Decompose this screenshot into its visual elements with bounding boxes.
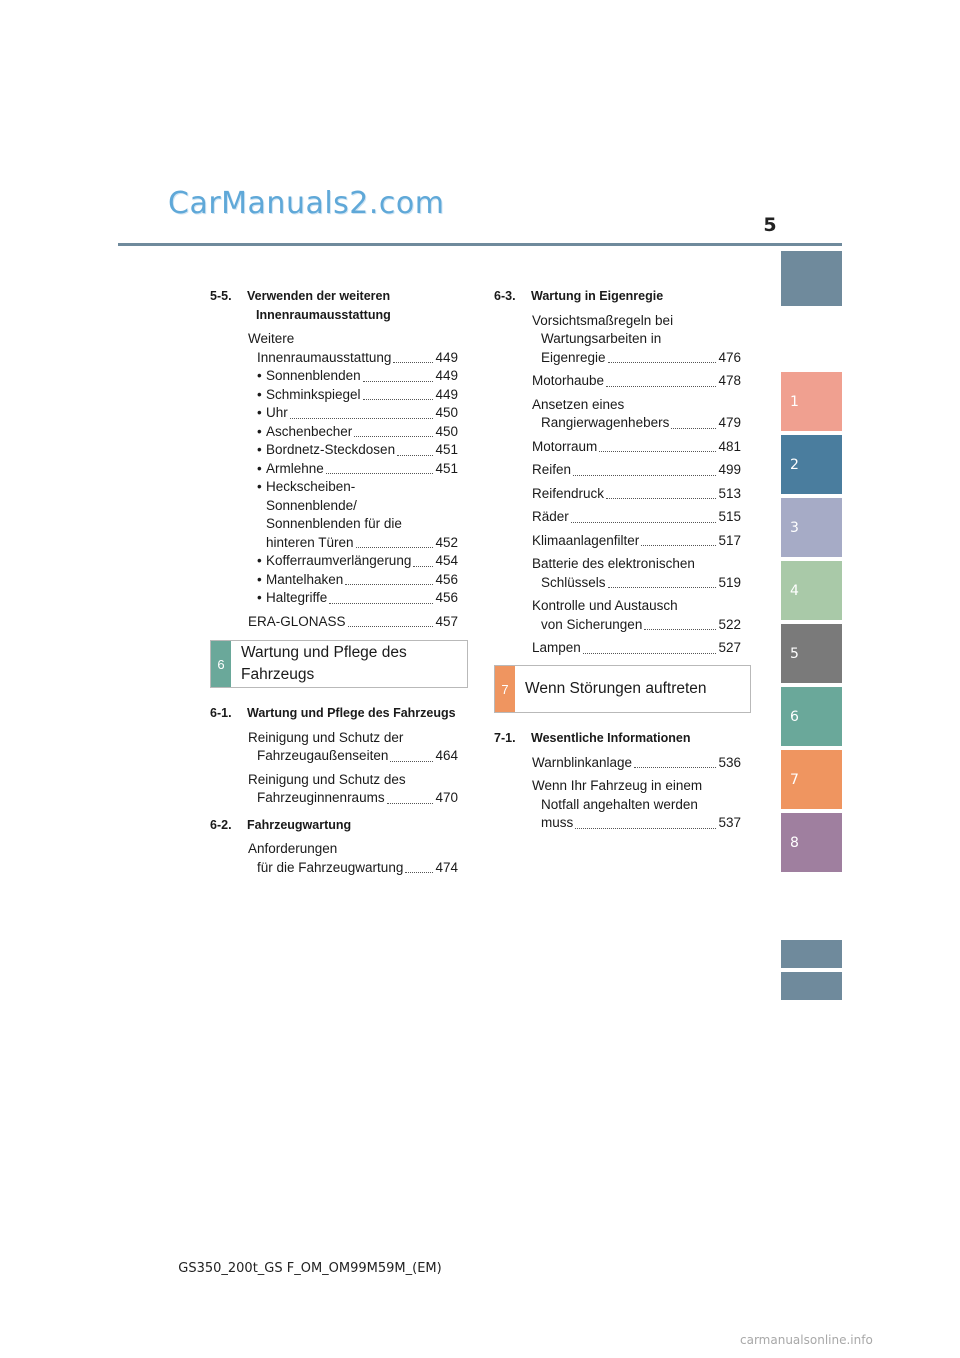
- entry-text: Reinigung und Schutz der: [248, 729, 404, 745]
- entry-title: von Sicherungen: [541, 616, 643, 632]
- dot-leader: [634, 767, 716, 768]
- toc-entry[interactable]: [494, 349, 741, 368]
- entry-text: Aschenbecher: [266, 423, 353, 439]
- entry-page: 450: [435, 423, 458, 439]
- toc-entry[interactable]: [210, 613, 458, 632]
- section-title: Verwenden der weiteren: [247, 289, 391, 303]
- dot-leader: [571, 522, 717, 523]
- entry-page: 449: [435, 349, 458, 365]
- entry-page: 536: [718, 754, 741, 770]
- section-title: Fahrzeugwartung: [247, 817, 352, 832]
- entry-text: Mantelhaken: [266, 571, 344, 587]
- tab-label: 7: [790, 771, 799, 788]
- tab-blank-top[interactable]: [781, 251, 842, 306]
- toc-entry[interactable]: [210, 460, 458, 479]
- tab-label: 3: [790, 519, 799, 536]
- entry-text: Sonnenblende/: [266, 497, 357, 513]
- bullet-icon: •: [257, 460, 262, 476]
- section-6-1[interactable]: [210, 704, 458, 723]
- entry-page: 517: [718, 532, 741, 548]
- toc-entry[interactable]: [210, 367, 458, 386]
- entry-text: Uhr: [266, 405, 288, 420]
- toc-entry[interactable]: [494, 461, 741, 480]
- tab-chapter-7[interactable]: [781, 750, 842, 809]
- section-title: Wartung und Pflege des Fahrzeugs: [247, 706, 456, 720]
- entry-text: Haltegriffe: [266, 590, 328, 605]
- dot-leader: [356, 547, 434, 548]
- entry-text: Kontrolle und Austausch: [532, 598, 678, 613]
- dot-leader: [393, 362, 433, 363]
- toc-entry[interactable]: [210, 441, 458, 460]
- dot-leader: [599, 451, 716, 452]
- entry-page: 479: [718, 415, 741, 430]
- dot-leader: [363, 399, 434, 400]
- entry-title: [257, 571, 343, 590]
- entry-text: Reinigung und Schutz des: [248, 771, 406, 787]
- toc-left-column: [210, 287, 458, 631]
- tab-label: 8: [790, 834, 799, 851]
- entry-title: [257, 423, 352, 442]
- toc-entry[interactable]: [210, 423, 458, 442]
- entry-text: Batterie des elektronischen: [532, 556, 695, 571]
- entry-title: Motorraum: [532, 438, 598, 454]
- section-5-5[interactable]: [210, 287, 458, 324]
- dot-leader: [326, 473, 434, 474]
- dot-leader: [397, 455, 433, 456]
- entry-text: Anforderungen: [248, 841, 338, 856]
- tab-label: 2: [790, 456, 799, 473]
- chapter-7-heading[interactable]: [494, 665, 751, 713]
- entry-title: Motorhaube: [532, 373, 605, 388]
- tab-label: 4: [790, 582, 799, 599]
- toc-entry[interactable]: [210, 404, 458, 423]
- entry-text: Sonnenblenden für die: [266, 516, 402, 531]
- dot-leader: [290, 418, 434, 419]
- entry-page: 449: [435, 386, 458, 402]
- section-title: Wartung in Eigenregie: [531, 289, 664, 303]
- toc-entry[interactable]: [210, 534, 458, 553]
- section-number: 6-1.: [210, 706, 232, 720]
- entry-text: Notfall angehalten werden: [541, 796, 698, 812]
- entry-page: 464: [435, 748, 458, 763]
- toc-entry[interactable]: [494, 574, 741, 593]
- toc-entry[interactable]: [494, 414, 741, 433]
- bullet-icon: •: [257, 571, 262, 587]
- entry-title: Räder: [532, 509, 569, 524]
- entry-page: 513: [718, 485, 741, 501]
- toc-entry[interactable]: [210, 859, 458, 878]
- toc-entry[interactable]: [494, 616, 741, 635]
- tab-chapter-8[interactable]: [781, 813, 842, 872]
- entry-page: 449: [435, 368, 458, 383]
- toc-right-column: [494, 287, 741, 658]
- entry-title: Reifendruck: [532, 485, 605, 501]
- bullet-icon: •: [257, 590, 262, 605]
- dot-leader: [606, 498, 716, 499]
- dot-leader: [413, 566, 433, 567]
- entry-title: Eigenregie: [541, 349, 606, 365]
- toc-left-column-2: [210, 704, 458, 877]
- section-6-3[interactable]: [494, 287, 741, 306]
- entry-text: Wartungsarbeiten in: [541, 331, 662, 346]
- toc-entry[interactable]: [494, 639, 741, 658]
- entry-text: Vorsichtsmaßregeln bei: [532, 312, 674, 328]
- toc-entry[interactable]: [210, 747, 458, 766]
- entry-title: Schlüssels: [541, 574, 606, 590]
- entry-title: ERA-GLONASS: [248, 613, 346, 629]
- tab-chapter-2[interactable]: [781, 435, 842, 494]
- section-7-1[interactable]: [494, 729, 741, 748]
- toc-entry[interactable]: [494, 754, 741, 773]
- bullet-icon: •: [257, 479, 262, 494]
- entry-page: 470: [435, 790, 458, 805]
- page-number: 5: [763, 214, 777, 236]
- dot-leader: [608, 587, 717, 588]
- tab-label: 1: [790, 393, 799, 410]
- section-number: 5-5.: [210, 289, 232, 303]
- entry-text: Weitere: [248, 331, 295, 346]
- entry-page: 478: [718, 373, 741, 388]
- entry-page: 537: [718, 815, 741, 830]
- entry-page: 454: [435, 553, 458, 568]
- entry-title: [257, 441, 395, 460]
- watermark[interactable]: carmanualsonline.info: [740, 1333, 873, 1347]
- entry-text: [210, 478, 458, 497]
- dot-leader: [363, 381, 434, 382]
- footer-doc-code: GS350_200t_GS F_OM_OM99M59M_(EM): [178, 1261, 442, 1276]
- dot-leader: [387, 803, 434, 804]
- entry-page: 456: [435, 590, 458, 605]
- entry-page: 519: [718, 574, 741, 590]
- bullet-icon: •: [257, 553, 262, 568]
- tab-label: 5: [790, 645, 799, 662]
- toc-entry[interactable]: [210, 386, 458, 405]
- toc-right-column-2: [494, 729, 741, 833]
- entry-page: 456: [435, 571, 458, 587]
- toc-entry[interactable]: [494, 508, 741, 527]
- tab-chapter-3[interactable]: [781, 498, 842, 557]
- section-title: Wesentliche Informationen: [531, 731, 691, 745]
- entry-title: Fahrzeugaußenseiten: [257, 748, 389, 763]
- dot-leader: [583, 653, 717, 654]
- entry-title: [257, 367, 361, 386]
- bullet-icon: •: [257, 386, 262, 402]
- site-logo[interactable]: CarManuals2.com: [168, 186, 445, 221]
- tab-blank-bottom-2[interactable]: [781, 972, 842, 1000]
- dot-leader: [405, 872, 433, 873]
- section-number: 7-1.: [494, 731, 516, 745]
- entry-page: 522: [718, 616, 741, 632]
- section-number: 6-3.: [494, 289, 516, 303]
- entry-text: Heckscheiben-: [266, 479, 356, 494]
- tab-chapter-5[interactable]: [781, 624, 842, 683]
- entry-title: Rangierwagenhebers: [541, 415, 670, 430]
- toc-entry[interactable]: [210, 552, 458, 571]
- entry-page: 452: [435, 534, 458, 550]
- dot-leader: [641, 545, 716, 546]
- dot-leader: [348, 626, 434, 627]
- entry-page: 451: [435, 442, 458, 457]
- entry-title: [257, 552, 411, 571]
- entry-page: 481: [718, 438, 741, 454]
- dot-leader: [606, 386, 716, 387]
- entry-title: Reifen: [532, 462, 572, 477]
- entry-title: für die Fahrzeugwartung: [257, 859, 404, 875]
- entry-title: Warnblinkanlage: [532, 754, 633, 770]
- toc-entry[interactable]: [210, 589, 458, 608]
- entry-page: 476: [718, 349, 741, 365]
- entry-title: Lampen: [532, 640, 581, 655]
- dot-leader: [575, 828, 716, 829]
- dot-leader: [390, 761, 433, 762]
- entry-title: [257, 386, 361, 405]
- toc-entry[interactable]: [494, 814, 741, 833]
- tab-chapter-6[interactable]: [781, 687, 842, 746]
- dot-leader: [329, 603, 433, 604]
- bullet-icon: •: [257, 442, 262, 457]
- entry-text: Armlehne: [266, 460, 324, 476]
- dot-leader: [644, 629, 716, 630]
- entry-text: Kofferraumverlängerung: [266, 553, 412, 568]
- bullet-icon: •: [257, 405, 262, 420]
- entry-text: Wenn Ihr Fahrzeug in einem: [532, 778, 703, 793]
- entry-text: Sonnenblenden: [266, 368, 361, 383]
- header-rule: [118, 243, 842, 246]
- toc-entry[interactable]: [494, 532, 741, 551]
- entry-page: 474: [435, 859, 458, 875]
- toc-entry[interactable]: [494, 438, 741, 457]
- toc-entry[interactable]: [210, 571, 458, 590]
- entry-title: [257, 460, 324, 479]
- entry-page: 457: [435, 613, 458, 629]
- dot-leader: [608, 362, 717, 363]
- entry-page: 527: [718, 640, 741, 655]
- entry-title: hinteren Türen: [266, 534, 354, 550]
- chapter-number: 6: [211, 641, 231, 687]
- entry-text: Schminkspiegel: [266, 386, 361, 402]
- entry-title: Fahrzeuginnenraums: [257, 790, 385, 805]
- toc-entry[interactable]: [494, 485, 741, 504]
- toc-entry[interactable]: [210, 349, 458, 368]
- entry-page: 499: [718, 462, 741, 477]
- entry-text: Bordnetz-Steckdosen: [266, 442, 396, 457]
- tab-chapter-4[interactable]: [781, 561, 842, 620]
- tab-blank-bottom-1[interactable]: [781, 940, 842, 968]
- entry-title: Klimaanlagenfilter: [532, 532, 640, 548]
- entry-title: Innenraumausstattung: [257, 349, 392, 365]
- entry-title: [257, 404, 288, 423]
- dot-leader: [354, 436, 433, 437]
- section-number: 6-2.: [210, 817, 232, 832]
- chapter-6-heading[interactable]: [210, 640, 468, 688]
- dot-leader: [345, 584, 433, 585]
- bullet-icon: •: [257, 423, 262, 439]
- chapter-title: [231, 641, 407, 687]
- dot-leader: [671, 428, 716, 429]
- chapter-number: 7: [495, 666, 515, 712]
- chapter-title-line: Fahrzeugs: [241, 666, 315, 683]
- entry-title: [257, 589, 327, 608]
- chapter-title-line: Wartung und Pflege des: [241, 644, 407, 661]
- section-title-cont: Innenraumausstattung: [256, 307, 391, 322]
- tab-chapter-1[interactable]: [781, 372, 842, 431]
- toc-entry[interactable]: [210, 789, 458, 808]
- dot-leader: [573, 475, 716, 476]
- chapter-title: Wenn Störungen auftreten: [525, 680, 707, 697]
- entry-title: muss: [541, 815, 574, 830]
- bullet-icon: •: [257, 368, 262, 383]
- section-6-2[interactable]: [210, 816, 458, 835]
- entry-page: 450: [435, 405, 458, 420]
- entry-page: 451: [435, 460, 458, 476]
- toc-entry[interactable]: [494, 372, 741, 391]
- tab-label: 6: [790, 708, 799, 725]
- entry-text: Ansetzen eines: [532, 396, 625, 412]
- entry-page: 515: [718, 509, 741, 524]
